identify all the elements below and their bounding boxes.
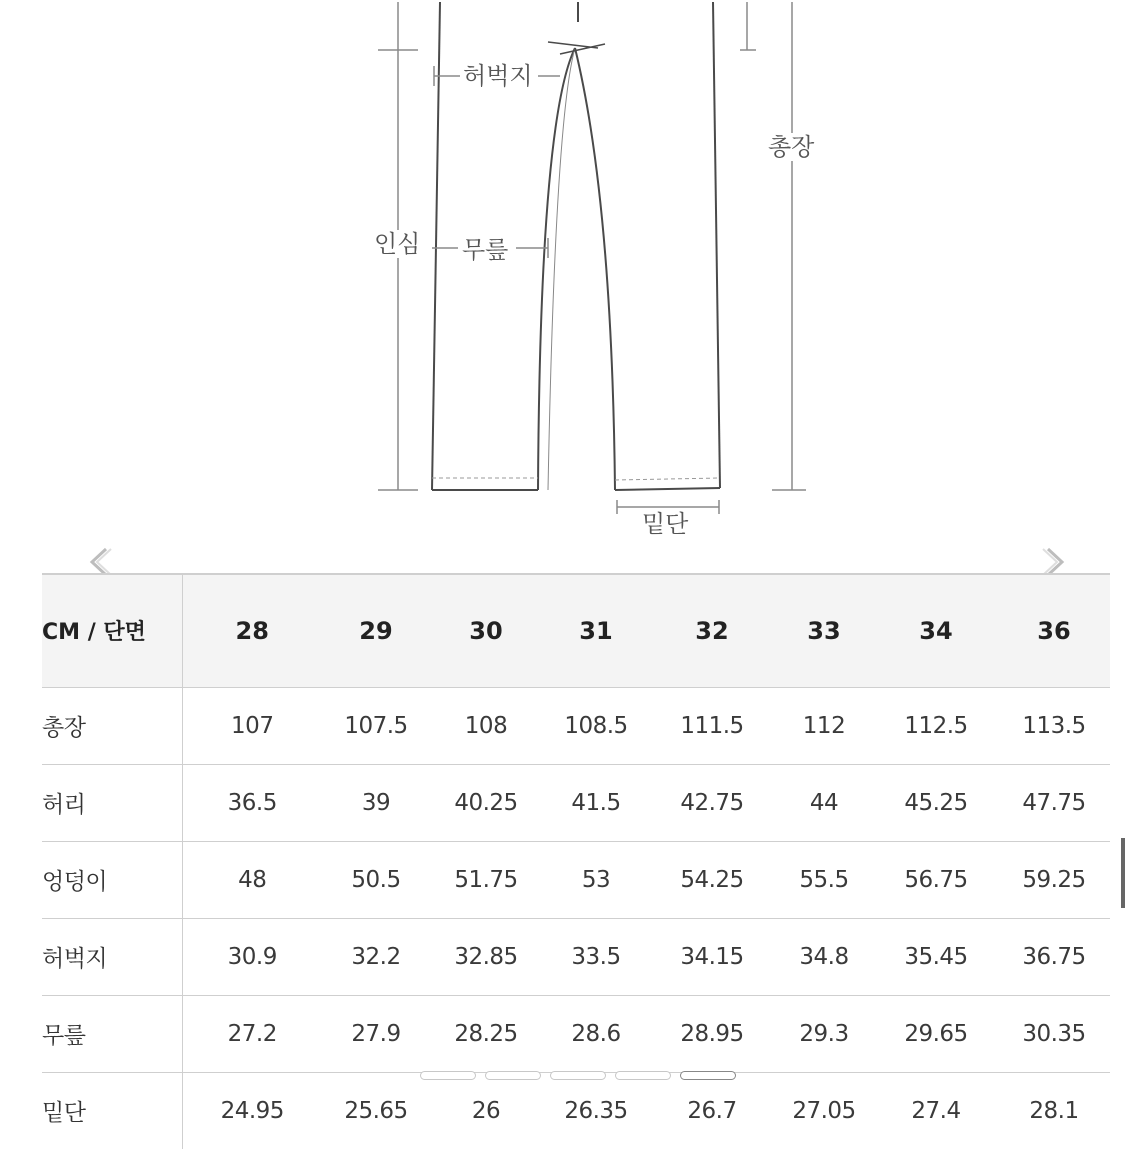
row-label: 무릎 <box>42 995 182 1072</box>
table-row <box>42 764 1110 841</box>
diagram-label-thigh: 허벅지 <box>463 62 533 90</box>
table-cell: 27.9 <box>322 995 430 1072</box>
table-cell: 32.85 <box>430 918 542 995</box>
table-cell: 112.5 <box>874 687 998 764</box>
table-cell: 29.3 <box>774 995 874 1072</box>
table-row <box>42 687 1110 764</box>
table-cell: 28.6 <box>542 995 650 1072</box>
table-cell: 26 <box>471 1097 501 1124</box>
table-cell: 51.75 <box>430 841 542 918</box>
table-cell: 26.7 <box>687 1097 737 1124</box>
table-cell: 30.9 <box>182 918 322 995</box>
table-cell: 111.5 <box>650 687 774 764</box>
size-table <box>42 573 1110 1149</box>
table-cell: 28.25 <box>430 995 542 1072</box>
size-header: 33 <box>774 574 874 687</box>
table-cell: 36.5 <box>182 764 322 841</box>
carousel-dot[interactable] <box>485 1071 541 1080</box>
table-cell: 36.75 <box>998 918 1110 995</box>
table-cell: 25.65 <box>344 1097 408 1124</box>
table-cell: 56.75 <box>874 841 998 918</box>
table-row <box>42 918 1110 995</box>
table-cell: 112 <box>774 687 874 764</box>
carousel-dot[interactable] <box>420 1071 476 1080</box>
table-cell: 39 <box>322 764 430 841</box>
table-cell: 108.5 <box>542 687 650 764</box>
table-cell: 40.25 <box>430 764 542 841</box>
table-cell: 30.35 <box>998 995 1110 1072</box>
carousel-indicator <box>420 1071 736 1080</box>
table-cell: 107.5 <box>322 687 430 764</box>
table-cell: 34.15 <box>650 918 774 995</box>
size-header: 30 <box>430 574 542 687</box>
table-cell: 48 <box>182 841 322 918</box>
size-header: 29 <box>322 574 430 687</box>
table-cell: 28.1 <box>1029 1097 1079 1124</box>
row-label: 밑단 <box>42 1072 182 1149</box>
carousel-dot[interactable] <box>615 1071 671 1080</box>
table-row <box>42 841 1110 918</box>
table-row <box>42 995 1110 1072</box>
table-cell: 42.75 <box>650 764 774 841</box>
table-cell: 26.35 <box>564 1097 628 1124</box>
table-cell: 50.5 <box>322 841 430 918</box>
size-header: 28 <box>182 574 322 687</box>
carousel-dot[interactable] <box>550 1071 606 1080</box>
table-cell: 27.4 <box>911 1097 961 1124</box>
table-cell: 45.25 <box>874 764 998 841</box>
table-cell: 34.8 <box>774 918 874 995</box>
size-header: 36 <box>998 574 1110 687</box>
table-cell: 47.75 <box>998 764 1110 841</box>
scrollbar[interactable] <box>1121 838 1125 908</box>
table-cell: 53 <box>542 841 650 918</box>
table-cell: 113.5 <box>998 687 1110 764</box>
table-cell: 27.2 <box>182 995 322 1072</box>
table-cell: 41.5 <box>542 764 650 841</box>
table-cell: 59.25 <box>998 841 1110 918</box>
table-cell: 24.95 <box>220 1097 284 1124</box>
diagram-label-hem: 밑단 <box>642 510 689 538</box>
table-cell: 27.05 <box>792 1097 856 1124</box>
diagram-label-total-length: 총장 <box>768 133 815 161</box>
table-cell: 29.65 <box>874 995 998 1072</box>
size-header: 31 <box>542 574 650 687</box>
table-cell: 44 <box>774 764 874 841</box>
table-cell: 55.5 <box>774 841 874 918</box>
table-cell: 108 <box>430 687 542 764</box>
size-header: 34 <box>874 574 998 687</box>
pants-diagram <box>0 0 1125 560</box>
row-label: 총장 <box>42 687 182 764</box>
table-cell: 33.5 <box>542 918 650 995</box>
row-label: 허벅지 <box>42 918 182 995</box>
table-header-label: CM / 단면 <box>42 574 182 687</box>
table-cell: 35.45 <box>874 918 998 995</box>
table-cell: 32.2 <box>322 918 430 995</box>
table-cell: 28.95 <box>650 995 774 1072</box>
table-row <box>42 1072 1110 1149</box>
table-cell: 107 <box>182 687 322 764</box>
diagram-label-inseam: 인심 <box>374 230 421 258</box>
table-header-row <box>42 574 1110 687</box>
size-header: 32 <box>650 574 774 687</box>
diagram-label-knee: 무릎 <box>462 236 509 264</box>
row-label: 허리 <box>42 764 182 841</box>
row-label: 엉덩이 <box>42 841 182 918</box>
table-cell: 54.25 <box>650 841 774 918</box>
carousel-dot-active[interactable] <box>680 1071 736 1080</box>
